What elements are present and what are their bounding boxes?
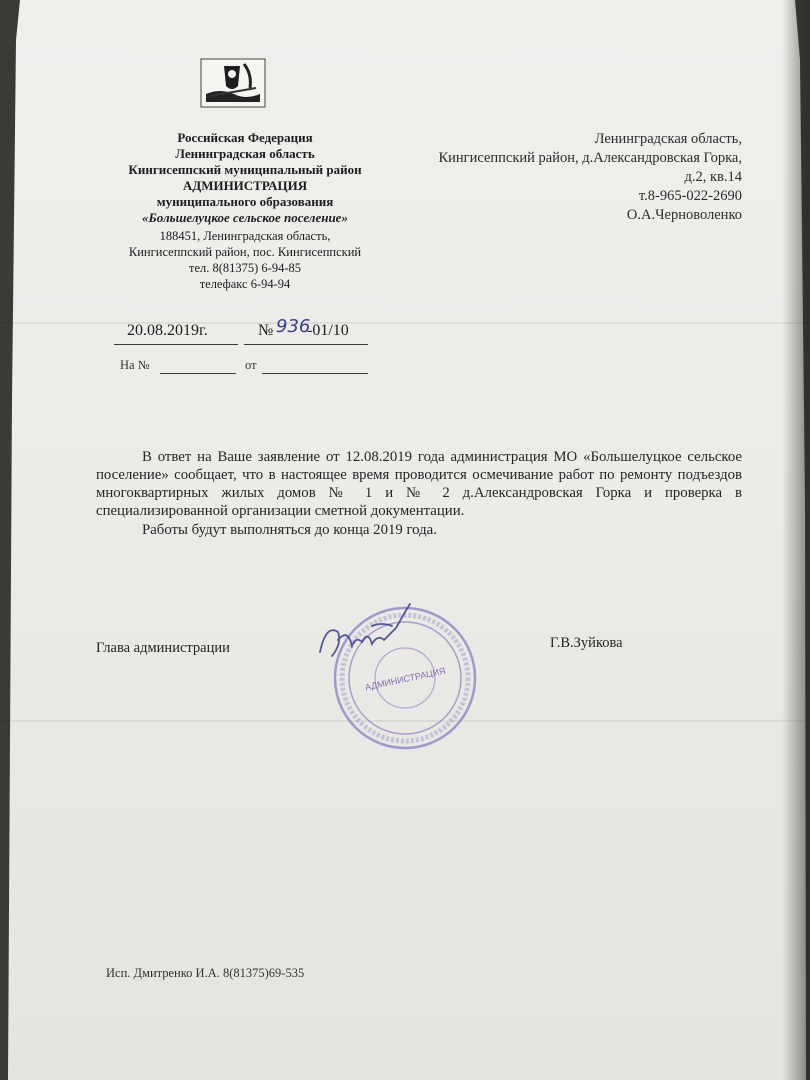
header-country: Российская Федерация <box>177 130 313 145</box>
body-paragraph: В ответ на Ваше заявление от 12.08.2019 года администрация МО «Большелуцкое сельское поселение» сообщает, что в настоящее время проводится осмечивание работ по ремонту подъездов многоквартирных жилых домов № 1 и № 2 д.Александровская Горка и проверка в специализированной организации сметной документации. <box>96 449 742 519</box>
header-administration: АДМИНИСТРАЦИЯ <box>182 178 308 193</box>
signatory-name: Г.В.Зуйкова <box>550 635 623 651</box>
reference-date-label: от <box>245 358 257 372</box>
paper-fold <box>0 322 810 324</box>
addressee-block <box>390 130 742 225</box>
stamp-center-text: АДМИНИСТРАЦИЯ <box>364 665 447 693</box>
letter-body <box>96 448 742 539</box>
letterhead <box>85 130 405 292</box>
header-address: Кингисеппский район, пос. Кингисеппский <box>128 245 362 259</box>
reference-date-blank <box>262 373 368 374</box>
reference-number-blank <box>160 373 236 374</box>
outgoing-number-handwritten: 936 <box>276 316 311 337</box>
header-fax: телефакс 6-94-94 <box>199 277 291 291</box>
addressee-house: д.2, кв.14 <box>684 169 742 185</box>
outgoing-number-prefix: № <box>258 322 274 339</box>
addressee-phone: т.8-965-022-2690 <box>638 188 742 204</box>
date-underline <box>114 344 238 345</box>
executor-note: Исп. Дмитренко И.А. 8(81375)69-535 <box>106 966 305 980</box>
addressee-region: Ленинградская область, <box>594 131 742 147</box>
background-shadow <box>782 0 810 1080</box>
handwritten-signature <box>312 600 418 670</box>
number-underline <box>244 344 368 345</box>
reference-number-label: На № <box>120 358 150 372</box>
coat-of-arms-icon <box>200 58 266 108</box>
signatory-title: Глава администрации <box>96 640 230 656</box>
outgoing-date: 20.08.2019г. <box>127 322 208 339</box>
addressee-village: Кингисеппский район, д.Александровская Горка, <box>438 150 742 166</box>
body-paragraph: Работы будут выполняться до конца 2019 года. <box>142 522 437 538</box>
header-region: Ленинградская область <box>175 146 315 161</box>
header-phone: тел. 8(81375) 6-94-85 <box>188 261 302 275</box>
outgoing-number-suffix: -01/10 <box>307 322 349 339</box>
header-district: Кингисеппский муниципальный район <box>128 162 362 177</box>
header-settlement: «Большелуцкое сельское поселение» <box>142 210 348 225</box>
header-postal: 188451, Ленинградская область, <box>159 229 331 243</box>
header-municipality: муниципального образования <box>156 194 334 209</box>
addressee-name: О.А.Черноволенко <box>626 207 742 223</box>
